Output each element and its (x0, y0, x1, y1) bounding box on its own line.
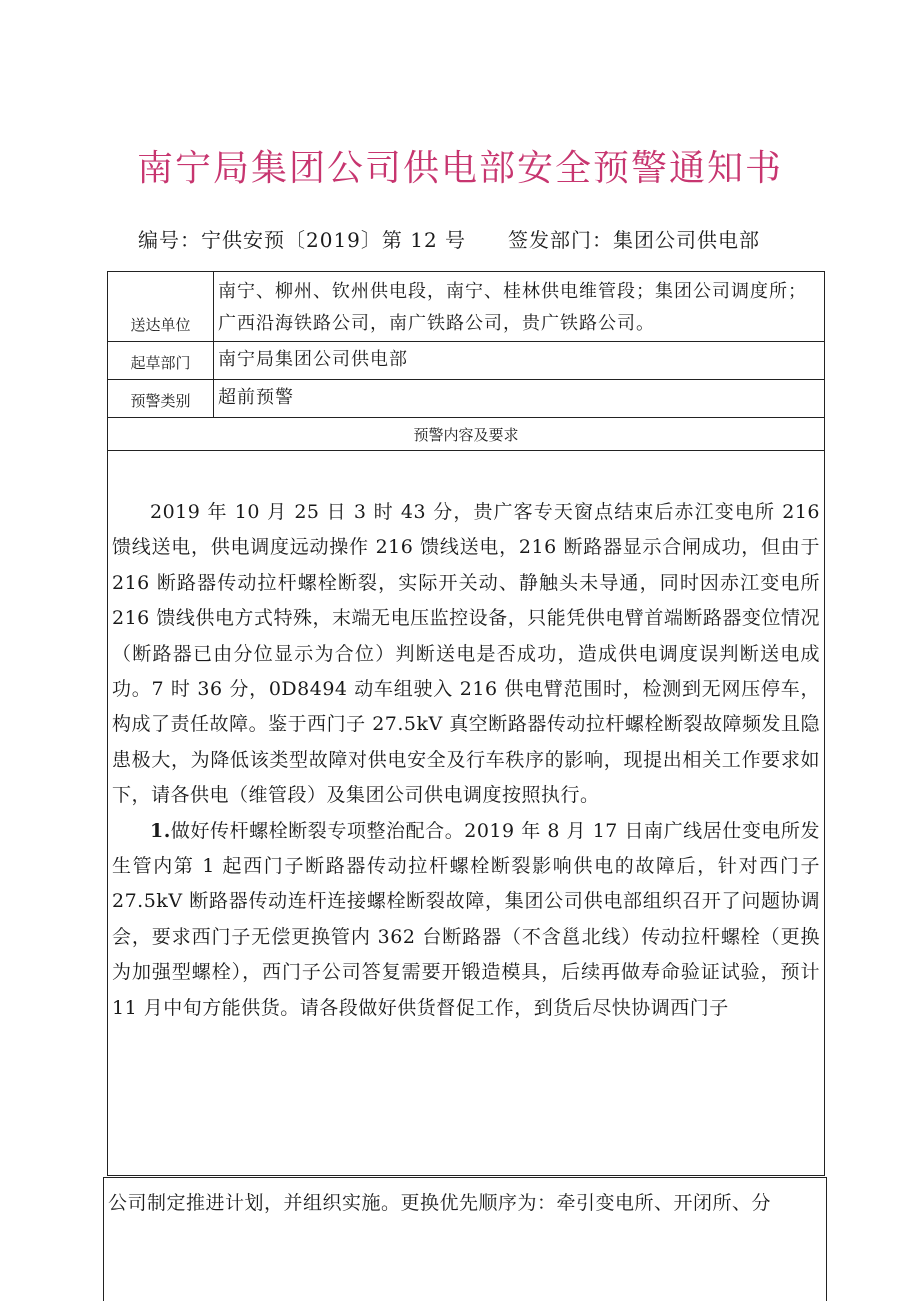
content-cell (108, 451, 824, 1175)
document-number: 编号：宁供安预〔2019〕第 12 号 (138, 228, 467, 252)
item-number: 1. (150, 819, 171, 842)
notice-table (107, 271, 825, 1176)
section-header: 预警内容及要求 (108, 418, 824, 451)
item-text: 做好传杆螺栓断裂专项整治配合。2019 年 8 月 17 日南广线居仕变电所发生管内第 1 起西门子断路器传动拉杆螺栓断裂影响供电的故障后，针对西门子 27.5kV 断路器传动连杆连接螺栓断裂故障，集团公司供电部组织召开了问题协调会，要求西门子无偿更换管内 362 台断路器（不含邕北线）传动拉杆螺栓（更换为加强型螺栓），西门子公司答复需要开锻造模具，后续再做寿命验证试验，预计 11 月中旬方能供货。请各段做好供货督促工作，到货后尽快协调西门子 (112, 819, 820, 1019)
recipients-row (108, 272, 824, 342)
drafting-dept-row (108, 342, 824, 380)
issuing-department: 签发部门：集团公司供电部 (508, 228, 760, 252)
recipients-value: 南宁、柳州、钦州供电段，南宁、桂林供电维管段；集团公司调度所；广西沿海铁路公司，南广铁路公司，贵广铁路公司。 (218, 281, 807, 334)
warning-type-value: 超前预警 (218, 387, 294, 408)
paragraph-incident: 2019 年 10 月 25 日 3 时 43 分，贵广客专天窗点结束后赤江变电所 216 馈线送电，供电调度远动操作 216 馈线送电，216 断路器显示合闸成功，但由于 216 断路器传动拉杆螺栓断裂，实际开关动、静触头未导通，同时因赤江变电所 216 馈线供电方式特殊，末端无电压监控设备，只能凭供电臂首端断路器变位情况（断路器已由分位显示为合位）判断送电是否成功，造成供电调度误判断送电成功。7 时 36 分，0D8494 动车组驶入 216 供电臂范围时，检测到无网压停车，构成了责任故障。鉴于西门子 27.5kV 真空断路器传动拉杆螺栓断裂故障频发且隐患极大，为降低该类型故障对供电安全及行车秩序的影响，现提出相关工作要求如下，请各供电（维管段）及集团公司供电调度按照执行。 (112, 501, 820, 807)
warning-type-row (108, 380, 824, 418)
recipients-label: 送达单位 (108, 272, 214, 341)
continuation-text: 公司制定推进计划，并组织实施。更换优先顺序为：牵引变电所、开闭所、分 (108, 1192, 772, 1214)
document-title: 南宁局集团公司供电部安全预警通知书 (136, 148, 783, 189)
warning-type-label: 预警类别 (108, 380, 214, 417)
drafting-dept-value: 南宁局集团公司供电部 (218, 349, 408, 370)
continuation-box (103, 1177, 827, 1301)
paragraph-item-1 (112, 814, 820, 1026)
drafting-dept-label: 起草部门 (108, 342, 214, 379)
